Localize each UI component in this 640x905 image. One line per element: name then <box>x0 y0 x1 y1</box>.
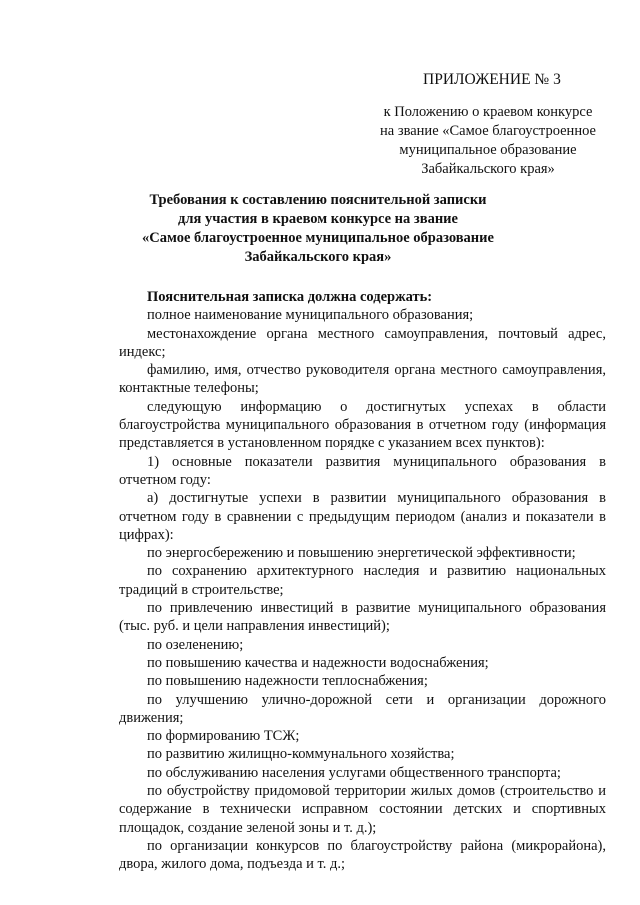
body-paragraph: 1) основные показатели развития муниципального образования в отчетном году: <box>119 453 606 488</box>
body-paragraph: по повышению качества и надежности водоснабжения; <box>147 654 489 671</box>
reference-line: на звание «Самое благоустроенное <box>380 123 596 139</box>
title-line: «Самое благоустроенное муниципальное образование <box>142 230 494 246</box>
title-line: для участия в краевом конкурсе на звание <box>178 211 458 227</box>
body-paragraph: фамилию, имя, отчество руководителя органа местного самоуправления, контактные телефоны; <box>119 362 606 397</box>
document-title <box>118 191 518 267</box>
body-paragraph: по обустройству придомовой территории жилых домов (строительство и содержание в технически исправном состоянии детских и спортивных площадок, создание зеленой зоны и т. д.); <box>119 783 606 836</box>
body-paragraph: полное наименование муниципального образования; <box>147 307 474 324</box>
title-line: Забайкальского края» <box>244 249 392 265</box>
reference-line: к Положению о краевом конкурсе <box>383 104 593 120</box>
reference-line: Забайкальского края» <box>421 161 555 177</box>
body-paragraph: по привлечению инвестиций в развитие муниципального образования (тыс. руб. и цели направления инвестиций); <box>119 600 606 635</box>
body-paragraph: а) достигнутые успехи в развитии муниципального образования в отчетном году в сравнении с предыдущим периодом (анализ и показатели в цифрах): <box>119 490 606 543</box>
body-paragraph: по развитию жилищно-коммунального хозяйства; <box>147 746 455 763</box>
appendix-number: ПРИЛОЖЕНИЕ № 3 <box>423 71 561 88</box>
body-paragraph: по обслуживанию населения услугами общественного транспорта; <box>147 764 561 781</box>
body-lead: Пояснительная записка должна содержать: <box>147 289 433 305</box>
reference-line: муниципальное образование <box>399 142 577 158</box>
title-line: Требования к составлению пояснительной записки <box>149 192 487 208</box>
body-paragraph: по формированию ТСЖ; <box>147 728 300 745</box>
body-paragraph: по повышению надежности теплоснабжения; <box>147 673 428 690</box>
body-paragraph: по сохранению архитектурного наследия и развитию национальных традиций в строительстве; <box>119 563 606 598</box>
body-paragraph: следующую информацию о достигнутых успехах в области благоустройства муниципального образования в отчетном году (информация представляется в установленном порядке с указанием всех пунктов): <box>119 398 606 452</box>
appendix-reference <box>340 103 636 179</box>
body-paragraph: по улучшению улично-дорожной сети и организации дорожного движения; <box>119 691 606 726</box>
body-paragraph: по озеленению; <box>147 636 244 653</box>
body-paragraph: по энергосбережению и повышению энергетической эффективности; <box>147 545 576 562</box>
body-paragraph: по организации конкурсов по благоустройству района (микрорайона), двора, жилого дома, подъезда и т. д.; <box>119 837 606 873</box>
document-body <box>119 288 606 874</box>
body-paragraph: местонахождение органа местного самоуправления, почтовый адрес, индекс; <box>119 325 606 360</box>
